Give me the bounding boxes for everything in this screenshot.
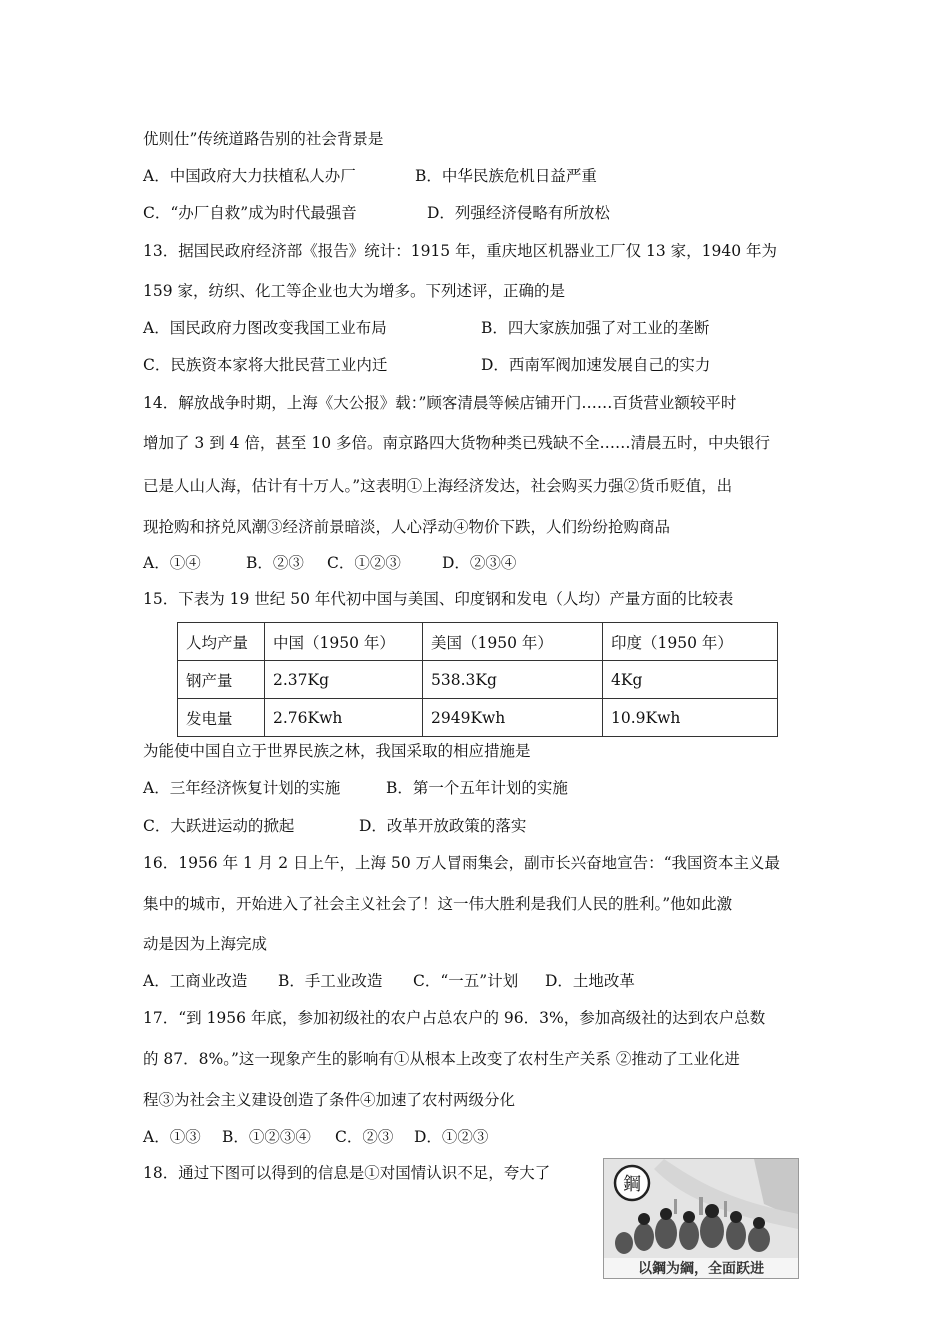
table-cell: 10.9Kwh <box>603 699 778 737</box>
table-header-row <box>178 623 778 661</box>
table-cell: 钢产量 <box>178 661 265 699</box>
table-row <box>178 661 778 699</box>
q12-option-c: C．“办厂自救”成为时代最强音 <box>143 204 357 222</box>
table-cell: 538.3Kg <box>423 661 603 699</box>
q13-option-c: C．民族资本家将大批民营工业内迁 <box>143 356 388 374</box>
table-header-cell: 中国（1950 年） <box>265 623 423 661</box>
q17-option-d: D．①②③ <box>414 1128 489 1146</box>
q16-option-a: A．工商业改造 <box>143 972 248 990</box>
q15-option-d: D．改革开放政策的落实 <box>359 817 527 835</box>
poster-caption: 以鋼为綱，全面跃进 <box>638 1261 764 1277</box>
q14-stem-line4: 现抢购和挤兑风潮③经济前景暗淡，人心浮动④物价下跌，人们纷纷抢购商品 <box>143 518 671 536</box>
q13-option-b: B．四大家族加强了对工业的垄断 <box>481 319 710 337</box>
q15-option-c: C．大跃进运动的掀起 <box>143 817 295 835</box>
q16-stem-line2: 集中的城市，开始进入了社会主义社会了！这一伟大胜利是我们人民的胜利。”他如此激 <box>143 895 733 913</box>
q14-option-d: D．②③④ <box>442 554 517 572</box>
table-cell: 2.76Kwh <box>265 699 423 737</box>
table-cell: 2.37Kg <box>265 661 423 699</box>
q17-option-a: A．①③ <box>143 1128 201 1146</box>
q18-stem-line1: 18．通过下图可以得到的信息是①对国情认识不足，夸大了 <box>143 1164 551 1182</box>
q12-option-b: B．中华民族危机日益严重 <box>415 167 597 185</box>
poster-emblem-char: 鋼 <box>623 1174 641 1195</box>
q15-stem-line1: 15．下表为 19 世纪 50 年代初中国与美国、印度钢和发电（人均）产量方面的比较表 <box>143 590 734 608</box>
q16-stem-line3: 动是因为上海完成 <box>143 935 268 953</box>
table-cell: 2949Kwh <box>423 699 603 737</box>
q12-option-a: A．中国政府大力扶植私人办厂 <box>143 167 356 185</box>
q16-option-d: D．土地改革 <box>545 972 635 990</box>
q14-option-a: A．①④ <box>143 554 201 572</box>
q12-stem-tail: 优则仕”传统道路告别的社会背景是 <box>143 130 384 148</box>
q17-option-b: B．①②③④ <box>222 1128 311 1146</box>
q13-stem-line2: 159 家，纺织、化工等企业也大为增多。下列述评，正确的是 <box>143 282 566 300</box>
q13-option-a: A．国民政府力图改变我国工业布局 <box>143 319 387 337</box>
q16-option-b: B．手工业改造 <box>278 972 383 990</box>
poster-illustration <box>604 1159 798 1278</box>
q16-stem-line1: 16．1956 年 1 月 2 日上午，上海 50 万人冒雨集会，副市长兴奋地宣告：“我国资本主义最 <box>143 854 781 872</box>
q14-option-c: C．①②③ <box>327 554 401 572</box>
table-cell: 发电量 <box>178 699 265 737</box>
q15-option-b: B．第一个五年计划的实施 <box>386 779 568 797</box>
q16-option-c: C．“一五”计划 <box>413 972 519 990</box>
q17-stem-line2: 的 87．8%。”这一现象产生的影响有①从根本上改变了农村生产关系 ②推动了工业化进 <box>143 1050 740 1068</box>
q14-option-b: B．②③ <box>246 554 304 572</box>
q12-option-d: D．列强经济侵略有所放松 <box>427 204 610 222</box>
propaganda-poster-image <box>603 1158 799 1279</box>
table-header-cell: 美国（1950 年） <box>423 623 603 661</box>
q15-option-a: A．三年经济恢复计划的实施 <box>143 779 341 797</box>
q14-stem-line1: 14．解放战争时期，上海《大公报》载：”顾客清晨等候店铺开门……百货营业额较平时 <box>143 394 737 412</box>
q17-stem-line3: 程③为社会主义建设创造了条件④加速了农村两级分化 <box>143 1091 516 1109</box>
comparison-table <box>177 622 778 737</box>
q17-option-c: C．②③ <box>335 1128 394 1146</box>
q14-stem-line2: 增加了 3 到 4 倍，甚至 10 多倍。南京路四大货物种类已残缺不全……清晨五时，中央银行 <box>143 434 771 452</box>
q13-stem-line1: 13．据国民政府经济部《报告》统计：1915 年，重庆地区机器业工厂仅 13 家，1940 年为 <box>143 242 778 260</box>
table-row <box>178 699 778 737</box>
table-cell: 4Kg <box>603 661 778 699</box>
table-header-cell: 人均产量 <box>178 623 265 661</box>
q17-stem-line1: 17．“到 1956 年底，参加初级社的农户占总农户的 96．3%，参加高级社的达到农户总数 <box>143 1009 766 1027</box>
q14-stem-line3: 已是人山人海，估计有十万人。”这表明①上海经济发达，社会购买力强②货币贬值，出 <box>143 477 733 495</box>
q13-option-d: D．西南军阀加速发展自己的实力 <box>481 356 711 374</box>
q15-stem-line2: 为能使中国自立于世界民族之林，我国采取的相应措施是 <box>143 742 531 760</box>
table-header-cell: 印度（1950 年） <box>603 623 778 661</box>
